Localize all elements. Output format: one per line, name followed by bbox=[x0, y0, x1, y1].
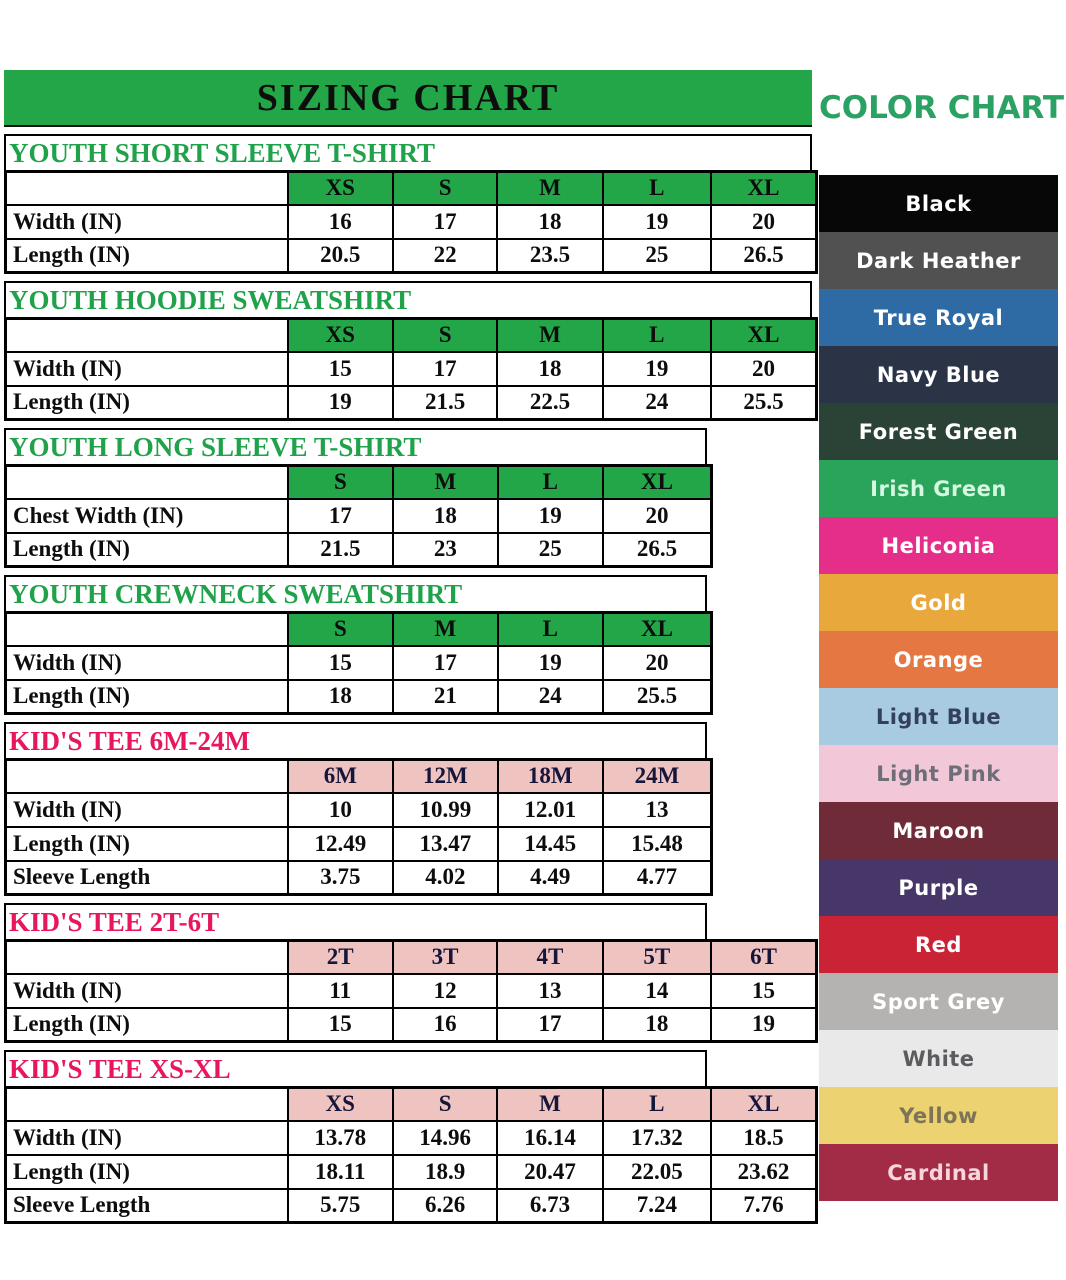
color-swatch-label: Irish Green bbox=[870, 476, 1007, 501]
measurement-value: 16 bbox=[393, 1008, 497, 1042]
measurement-value: 17 bbox=[393, 205, 497, 239]
size-header-row bbox=[6, 172, 817, 205]
color-swatch-label: Heliconia bbox=[881, 533, 996, 558]
color-swatch-label: Cardinal bbox=[887, 1160, 990, 1185]
table-row bbox=[6, 861, 712, 895]
color-swatch bbox=[819, 859, 1058, 916]
measurement-value: 6.73 bbox=[497, 1189, 602, 1223]
color-swatch bbox=[819, 688, 1058, 745]
table-row bbox=[6, 646, 712, 680]
table-row bbox=[6, 386, 817, 420]
measurement-value: 21.5 bbox=[393, 386, 497, 420]
color-swatch bbox=[819, 346, 1058, 403]
measurement-value: 24 bbox=[498, 680, 603, 714]
measurement-value: 18.9 bbox=[393, 1155, 497, 1189]
measurement-value: 22.05 bbox=[603, 1155, 711, 1189]
size-table bbox=[4, 758, 713, 896]
size-header-cell: 4T bbox=[497, 941, 602, 974]
size-header-cell: M bbox=[497, 1088, 602, 1121]
size-header-row bbox=[6, 466, 712, 499]
measurement-label: Width (IN) bbox=[6, 205, 288, 239]
measurement-value: 18.5 bbox=[711, 1121, 816, 1155]
measurement-label: Width (IN) bbox=[6, 1121, 288, 1155]
size-header-cell: 6T bbox=[711, 941, 816, 974]
size-header-row bbox=[6, 319, 817, 352]
size-table bbox=[4, 611, 713, 715]
table-row bbox=[6, 1121, 817, 1155]
size-header-cell: M bbox=[393, 466, 497, 499]
table-row bbox=[6, 1008, 817, 1042]
measurement-value: 25.5 bbox=[711, 386, 816, 420]
size-header-cell: L bbox=[603, 319, 711, 352]
measurement-value: 12.01 bbox=[498, 793, 603, 827]
measurement-value: 21.5 bbox=[288, 533, 393, 567]
measurement-label: Length (IN) bbox=[6, 680, 288, 714]
size-header-cell: XL bbox=[711, 319, 816, 352]
measurement-label: Length (IN) bbox=[6, 239, 288, 273]
size-header-cell: 12M bbox=[393, 760, 497, 793]
measurement-value: 15.48 bbox=[603, 827, 712, 861]
measurement-value: 21 bbox=[393, 680, 497, 714]
measurement-value: 17 bbox=[393, 352, 497, 386]
section-5 bbox=[4, 722, 814, 896]
measurement-label: Width (IN) bbox=[6, 793, 288, 827]
measurement-value: 17 bbox=[393, 646, 497, 680]
corner-cell bbox=[6, 613, 288, 646]
size-header-cell: L bbox=[498, 613, 603, 646]
measurement-value: 4.02 bbox=[393, 861, 497, 895]
measurement-value: 13.47 bbox=[393, 827, 497, 861]
color-swatch-label: Forest Green bbox=[858, 419, 1019, 444]
color-swatch-label: True Royal bbox=[873, 305, 1004, 330]
size-header-cell: 24M bbox=[603, 760, 712, 793]
measurement-value: 17 bbox=[497, 1008, 602, 1042]
size-header-cell: XL bbox=[711, 1088, 816, 1121]
color-swatch bbox=[819, 631, 1058, 688]
color-swatch bbox=[819, 574, 1058, 631]
measurement-value: 12 bbox=[393, 974, 497, 1008]
size-header-cell: XL bbox=[711, 172, 816, 205]
size-header-cell: S bbox=[288, 466, 393, 499]
measurement-value: 13 bbox=[603, 793, 712, 827]
table-row bbox=[6, 1189, 817, 1223]
size-header-cell: 18M bbox=[498, 760, 603, 793]
section-2 bbox=[4, 281, 814, 421]
size-table bbox=[4, 317, 818, 421]
size-header-cell: XS bbox=[288, 172, 393, 205]
measurement-value: 7.24 bbox=[603, 1189, 711, 1223]
measurement-value: 7.76 bbox=[711, 1189, 816, 1223]
measurement-value: 23 bbox=[393, 533, 497, 567]
measurement-value: 11 bbox=[288, 974, 393, 1008]
measurement-value: 16.14 bbox=[497, 1121, 602, 1155]
size-header-cell: S bbox=[393, 172, 497, 205]
measurement-label: Width (IN) bbox=[6, 974, 288, 1008]
color-swatch-label: Red bbox=[915, 932, 962, 957]
measurement-value: 18 bbox=[288, 680, 393, 714]
measurement-label: Chest Width (IN) bbox=[6, 499, 288, 533]
size-header-cell: XS bbox=[288, 1088, 393, 1121]
measurement-value: 22.5 bbox=[497, 386, 602, 420]
measurement-value: 20 bbox=[711, 352, 816, 386]
measurement-label: Sleeve Length bbox=[6, 1189, 288, 1223]
corner-cell bbox=[6, 172, 288, 205]
measurement-value: 22 bbox=[393, 239, 497, 273]
size-header-cell: M bbox=[497, 319, 602, 352]
size-header-cell: S bbox=[393, 319, 497, 352]
measurement-value: 20 bbox=[711, 205, 816, 239]
table-row bbox=[6, 1155, 817, 1189]
measurement-value: 15 bbox=[288, 646, 393, 680]
corner-cell bbox=[6, 941, 288, 974]
size-header-cell: L bbox=[603, 1088, 711, 1121]
measurement-value: 14.96 bbox=[393, 1121, 497, 1155]
measurement-value: 20.5 bbox=[288, 239, 393, 273]
section-1 bbox=[4, 134, 814, 274]
measurement-value: 25.5 bbox=[603, 680, 712, 714]
color-swatch bbox=[819, 1030, 1058, 1087]
measurement-value: 25 bbox=[498, 533, 603, 567]
measurement-value: 18 bbox=[497, 205, 602, 239]
table-row bbox=[6, 205, 817, 239]
color-swatch-label: Purple bbox=[898, 875, 979, 900]
table-row bbox=[6, 793, 712, 827]
measurement-value: 15 bbox=[288, 1008, 393, 1042]
color-swatch-label: Black bbox=[905, 191, 972, 216]
color-swatch-label: Maroon bbox=[892, 818, 985, 843]
color-swatch-label: White bbox=[902, 1046, 975, 1071]
section-title: YOUTH CREWNECK SWEATSHIRT bbox=[4, 575, 707, 611]
color-swatch-label: Light Blue bbox=[875, 704, 1002, 729]
sizing-chart-title: SIZING CHART bbox=[256, 76, 560, 119]
corner-cell bbox=[6, 1088, 288, 1121]
size-header-cell: XS bbox=[288, 319, 393, 352]
section-6 bbox=[4, 903, 814, 1043]
measurement-value: 24 bbox=[603, 386, 711, 420]
sizing-chart-column bbox=[4, 70, 814, 1224]
measurement-label: Length (IN) bbox=[6, 533, 288, 567]
measurement-value: 17.32 bbox=[603, 1121, 711, 1155]
measurement-value: 23.5 bbox=[497, 239, 602, 273]
measurement-label: Length (IN) bbox=[6, 827, 288, 861]
color-swatch bbox=[819, 1087, 1058, 1144]
measurement-value: 18 bbox=[603, 1008, 711, 1042]
size-header-cell: 3T bbox=[393, 941, 497, 974]
measurement-value: 10.99 bbox=[393, 793, 497, 827]
section-title: KID'S TEE 6M-24M bbox=[4, 722, 707, 758]
size-header-cell: M bbox=[393, 613, 497, 646]
color-swatch-label: Navy Blue bbox=[876, 362, 1001, 387]
measurement-value: 25 bbox=[603, 239, 711, 273]
section-title: YOUTH LONG SLEEVE T-SHIRT bbox=[4, 428, 707, 464]
measurement-value: 18 bbox=[497, 352, 602, 386]
section-7 bbox=[4, 1050, 814, 1224]
measurement-value: 13 bbox=[497, 974, 602, 1008]
color-swatch-label: Dark Heather bbox=[856, 248, 1021, 273]
color-swatch bbox=[819, 460, 1058, 517]
measurement-label: Length (IN) bbox=[6, 1155, 288, 1189]
table-row bbox=[6, 974, 817, 1008]
size-header-cell: L bbox=[603, 172, 711, 205]
size-header-row bbox=[6, 613, 712, 646]
measurement-value: 5.75 bbox=[288, 1189, 393, 1223]
measurement-value: 14 bbox=[603, 974, 711, 1008]
measurement-value: 18.11 bbox=[288, 1155, 393, 1189]
size-header-cell: XL bbox=[603, 613, 712, 646]
color-swatch bbox=[819, 289, 1058, 346]
corner-cell bbox=[6, 760, 288, 793]
measurement-value: 26.5 bbox=[711, 239, 816, 273]
measurement-value: 19 bbox=[498, 499, 603, 533]
measurement-label: Sleeve Length bbox=[6, 861, 288, 895]
measurement-value: 23.62 bbox=[711, 1155, 816, 1189]
color-swatch bbox=[819, 403, 1058, 460]
measurement-value: 19 bbox=[711, 1008, 816, 1042]
size-header-cell: L bbox=[498, 466, 603, 499]
size-header-cell: XL bbox=[603, 466, 712, 499]
measurement-value: 19 bbox=[603, 352, 711, 386]
table-row bbox=[6, 239, 817, 273]
size-header-row bbox=[6, 941, 817, 974]
measurement-value: 18 bbox=[393, 499, 497, 533]
corner-cell bbox=[6, 466, 288, 499]
color-swatch bbox=[819, 745, 1058, 802]
measurement-value: 15 bbox=[288, 352, 393, 386]
color-swatch bbox=[819, 802, 1058, 859]
table-row bbox=[6, 352, 817, 386]
table-row bbox=[6, 680, 712, 714]
size-table bbox=[4, 170, 818, 274]
color-swatch-label: Light Pink bbox=[876, 761, 1001, 786]
measurement-value: 10 bbox=[288, 793, 393, 827]
color-chart-title: COLOR CHART bbox=[819, 90, 1065, 126]
color-swatch bbox=[819, 232, 1058, 289]
color-swatch-label: Yellow bbox=[899, 1103, 978, 1128]
measurement-label: Width (IN) bbox=[6, 646, 288, 680]
measurement-value: 16 bbox=[288, 205, 393, 239]
color-swatch bbox=[819, 973, 1058, 1030]
measurement-value: 12.49 bbox=[288, 827, 393, 861]
measurement-value: 17 bbox=[288, 499, 393, 533]
measurement-value: 26.5 bbox=[603, 533, 712, 567]
size-table bbox=[4, 939, 818, 1043]
size-header-row bbox=[6, 1088, 817, 1121]
color-swatch bbox=[819, 916, 1058, 973]
color-swatch bbox=[819, 175, 1058, 232]
color-swatch bbox=[819, 517, 1058, 574]
table-row bbox=[6, 533, 712, 567]
section-title: YOUTH SHORT SLEEVE T-SHIRT bbox=[4, 134, 812, 170]
color-swatch bbox=[819, 1144, 1058, 1201]
measurement-value: 14.45 bbox=[498, 827, 603, 861]
measurement-label: Length (IN) bbox=[6, 1008, 288, 1042]
corner-cell bbox=[6, 319, 288, 352]
sizing-sections bbox=[4, 134, 814, 1224]
measurement-value: 13.78 bbox=[288, 1121, 393, 1155]
section-3 bbox=[4, 428, 814, 568]
measurement-value: 15 bbox=[711, 974, 816, 1008]
table-row bbox=[6, 827, 712, 861]
table-row bbox=[6, 499, 712, 533]
size-table bbox=[4, 464, 713, 568]
size-table bbox=[4, 1086, 818, 1224]
color-swatch-list bbox=[819, 175, 1058, 1201]
measurement-value: 19 bbox=[498, 646, 603, 680]
color-swatch-label: Sport Grey bbox=[872, 989, 1005, 1014]
size-header-cell: S bbox=[288, 613, 393, 646]
measurement-value: 20 bbox=[603, 646, 712, 680]
color-swatch-label: Orange bbox=[893, 647, 984, 672]
color-swatch-label: Gold bbox=[910, 590, 967, 615]
size-header-row bbox=[6, 760, 712, 793]
measurement-label: Length (IN) bbox=[6, 386, 288, 420]
measurement-value: 19 bbox=[288, 386, 393, 420]
measurement-value: 19 bbox=[603, 205, 711, 239]
size-header-cell: S bbox=[393, 1088, 497, 1121]
section-title: KID'S TEE 2T-6T bbox=[4, 903, 707, 939]
section-4 bbox=[4, 575, 814, 715]
sizing-chart-title-bar bbox=[4, 70, 812, 127]
measurement-value: 4.49 bbox=[498, 861, 603, 895]
size-header-cell: 5T bbox=[603, 941, 711, 974]
measurement-value: 6.26 bbox=[393, 1189, 497, 1223]
section-title: KID'S TEE XS-XL bbox=[4, 1050, 707, 1086]
size-header-cell: M bbox=[497, 172, 602, 205]
measurement-label: Width (IN) bbox=[6, 352, 288, 386]
size-header-cell: 6M bbox=[288, 760, 393, 793]
measurement-value: 4.77 bbox=[603, 861, 712, 895]
section-title: YOUTH HOODIE SWEATSHIRT bbox=[4, 281, 812, 317]
size-header-cell: 2T bbox=[288, 941, 393, 974]
measurement-value: 20 bbox=[603, 499, 712, 533]
measurement-value: 20.47 bbox=[497, 1155, 602, 1189]
measurement-value: 3.75 bbox=[288, 861, 393, 895]
